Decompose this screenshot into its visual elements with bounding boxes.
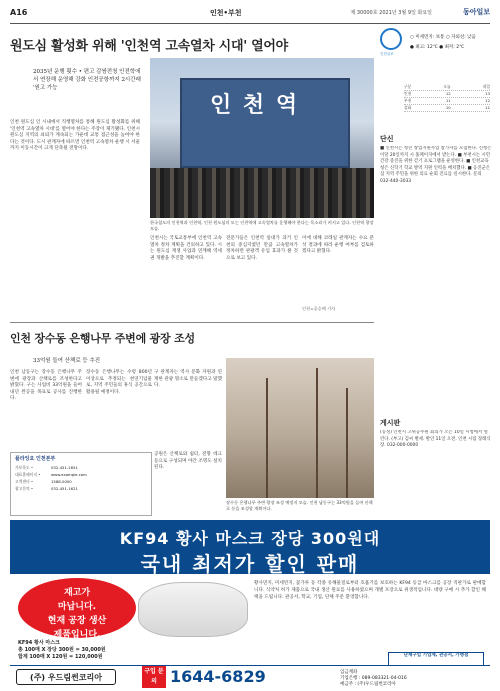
second-deck: 33억원 들여 산책로 등 추진 xyxy=(33,358,101,364)
weather-logo-icon xyxy=(380,28,402,50)
second-body-col-4: 공원은 산책로와 쉼터, 전망 데크 등으로 구성되며 야간 조명도 설치된다. xyxy=(154,452,222,471)
ad-order-label: 구입 문의 xyxy=(142,666,166,688)
board-body: (동정) 인천시 고위공무원 회의가 오는 10일 시청에서 열린다. (부고) 김씨 별세. 발인 11일 오전. 인천 시립 장례식장. 032-000-0000 xyxy=(380,430,491,449)
weather-box xyxy=(380,28,490,128)
section-divider xyxy=(10,322,374,323)
newspaper-name: 동아일보 xyxy=(462,8,490,16)
info-row: 대표홈페이지 • www.example.com xyxy=(15,472,87,477)
second-body-col-2: 장수동 은행나무는 수령 800년 이상으로 추정되는 천연기념물로, 지역 주민들의 휴식 공간으로 활용될 예정이다. xyxy=(86,370,152,395)
ad-banner xyxy=(10,522,490,574)
weather-table xyxy=(404,84,490,112)
info-box xyxy=(10,452,152,516)
main-body-col-4: 이에 대해 코레일 관계자는 수요 분석 결과에 따라 운행 여부를 검토하겠다고 밝혔다. xyxy=(302,236,374,255)
station-sign: 인 천 역 xyxy=(210,93,300,118)
section-title: 인천•부천 xyxy=(210,9,242,17)
main-byline: 인천=공승배 기자 xyxy=(302,306,336,311)
ad-body-text: 황사먼지, 미세먼지, 꽃가루 등 각종 유해물질로부터 호흡기를 보호하는 KF94 등급 마스크를 공장 직판가로 판매합니다. 식약처 허가 제품으로 국내 생산 원료를 사용하였으며 개별 포장으로 위생적입니다. 대량 구매 시 추가 할인 혜택을 드립니다. 관공서, 학교, 기업, 단체 주문 환영합니다. xyxy=(254,581,486,600)
page-number: A16 xyxy=(10,8,28,17)
second-body-col-1: 인천 남동구는 장수동 은행나무 주변에 광장과 산책로를 조성한다고 밝혔다. 구는 사업비 33억원을 들여 내년 완공을 목표로 공사를 진행한다. xyxy=(10,370,82,402)
weather-row: 강화 10 11 xyxy=(404,105,490,110)
crowd xyxy=(150,168,374,218)
dateline: 제 30000호 2021년 3월 9일 화요일 xyxy=(350,10,432,16)
main-photo-caption: 한국철도의 인천역과 인천역, 인천 원도심의 모는 인천역에 고속열차를 운행해야 한다는 목소리가 커지고 있다. 인천역 광장 모습. xyxy=(150,220,374,231)
main-body-col-1: 인천 원도심 인 시내에서 직행열차를 통해 원도심 활성화를 위해 '인천역 고속열차 시대'를 열어야 한다는 주장이 제기됐다. 인천시 원도심 지역의 쇠퇴가 계속되는 가운데 교통 접근성을 높여야 한다는 것이다. 도시 관계자에 따르면 인천역 고속열차 운행 시 서울까지 이동시간이 크게 단축될 전망이다. xyxy=(10,120,140,152)
ad-company-name: (주) 우드림썬코리아 xyxy=(16,669,116,685)
main-body-col-2: 인천시는 국토교통부에 인천역 고속열차 정차 계획을 건의하고 있다. 시는 원도심 재생 사업과 연계해 역세권 개발을 추진할 계획이다. xyxy=(150,236,222,261)
ad-stock-badge: 재고가 마납니다. 현재 공장 생산 제품입니다. xyxy=(18,578,136,638)
tree-trunk xyxy=(346,388,348,498)
ginkgo-photo xyxy=(226,358,374,498)
page-header xyxy=(10,6,490,24)
info-row: 가보육도 • 032-451-1651 xyxy=(15,465,78,470)
weather-line-1: ○ 미세먼지: 보통 ○ 자외선: 낮음 xyxy=(410,35,476,40)
ginkgo-photo-caption: 장수동 은행나무 주변 광장 조성 예정지 모습. 인천 남동구는 33억원을 들여 산책로 등을 조성할 계획이다. xyxy=(226,500,373,511)
ad-account-info: 입금계좌 기업은행 : 089-083321-04-016 예금주 : (주)우드림썬코리아 xyxy=(340,670,407,687)
board-title: 게시판 xyxy=(380,419,401,427)
ad-headline-2: 국내 최저가 할인 판매 xyxy=(140,552,360,576)
ad-headline-1: KF94 황사 마스크 장당 300원대 xyxy=(119,529,381,548)
main-photo xyxy=(150,58,374,218)
info-row: 고객센터 • 1588-0000 xyxy=(15,479,72,484)
ad-bulk-purchase: 단체구입 기업체, 관공서, 가맹점 xyxy=(388,652,484,666)
weather-row: 부천 11 12 xyxy=(404,98,490,103)
ad-footer xyxy=(10,665,490,687)
main-deck: 2035년 운행 횟수 • 편고 감쌍전청 인전학에서 연장해 운영해 강화 인전공항까지 2시간래 '원고 가능 xyxy=(33,69,141,91)
info-row: 광고문의 • 032-451-1621 xyxy=(15,486,78,491)
ad-phone-number[interactable]: 1644-6829 xyxy=(170,667,266,686)
weather-line-2: ● 최고: 12℃ ● 최저: 2℃ xyxy=(410,45,465,50)
ad-price-list: KF94 황사 마스크 총 100매 X 장당 300원 = 30,000원 합계 100매 X 120원 = 120,000원 xyxy=(18,640,106,660)
main-body-col-3: 전문가들은 인천역 일대가 과거 인천의 중심지였던 만큼 고속열차가 정차하면 관광객 유입 효과가 클 것으로 보고 있다. xyxy=(226,236,298,261)
mask-advertisement xyxy=(10,520,490,685)
tree-trunk xyxy=(266,378,268,498)
second-headline: 인천 장수동 은행나무 주변에 광장 조성 xyxy=(10,332,195,345)
mask-product-image xyxy=(138,582,248,637)
main-headline: 원도심 활성화 위해 '인천역 고속열차 시대' 열어야 xyxy=(10,39,288,54)
weather-row: 구분 오늘 내일 xyxy=(404,84,490,89)
weather-brand: 인천일보 xyxy=(380,52,394,56)
notice-body: ■ 인천시는 청년 창업지원사업 참가자를 모집한다. 신청은 이달 20일까지 시 홈페이지에서 받는다. ■ 부천시는 시민 건강 증진을 위한 걷기 프로그램을 운영한다. ■ 인천교육청은 신학기 학교 방역 지원 인력을 배치했다. ■ 옹진군은 섬 지역 주민을 위한 의료 순회 진료를 실시한다. 문의 032-440-3033 xyxy=(380,146,492,184)
info-box-title: 플라잉요 인천본부 xyxy=(15,456,56,462)
weather-row: 인천 12 13 xyxy=(404,91,490,96)
notice-title: 단신 xyxy=(380,135,394,143)
second-body-col-3: 구 관계자는 역사 문화 자원과 연계한 관광 명소로 만들겠다고 말했다. xyxy=(154,370,222,389)
tree-trunk xyxy=(316,368,318,498)
